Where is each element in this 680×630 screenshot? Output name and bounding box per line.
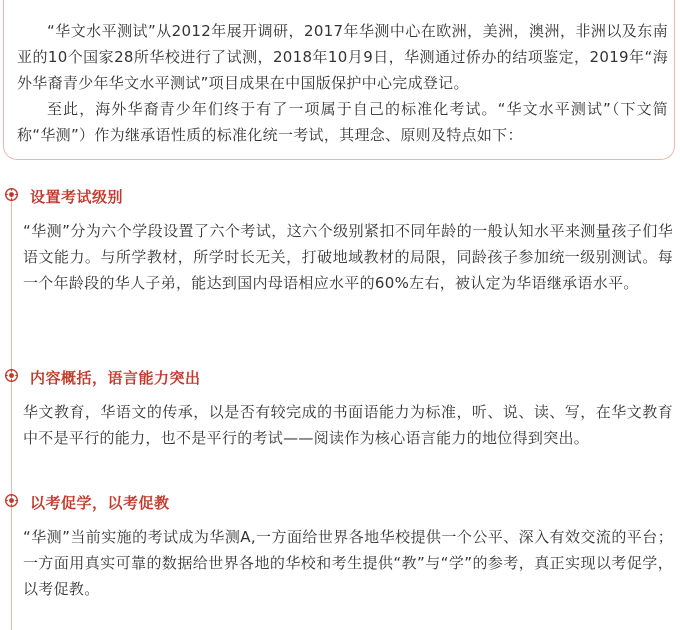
section-heading-levels: 设置考试级别 xyxy=(30,188,124,206)
intro-box xyxy=(3,0,675,160)
flower-bullet-icon xyxy=(4,187,19,202)
section-body-content: 华文教育，华语文的传承，以是否有较完成的书面语能力为标准，听、说、读、写，在华文教育中不是平行的能力，也不是平行的考试——阅读作为核心语言能力的地位得到突出。 xyxy=(23,403,673,447)
flower-bullet-icon xyxy=(4,368,19,383)
section-body-levels: “华测”分为六个学段设置了六个考试，这六个级别紧扣不同年龄的一般认知水平来测量孩子们华语文能力。与所学教材，所学时长无关，打破地域教材的局限，同龄孩子参加统一级别测试。每一个年龄段的华人子弟，能达到国内母语相应水平的60%左右，被认定为华语继承语水平。 xyxy=(23,222,673,292)
flower-bullet-icon xyxy=(4,493,19,508)
section-heading-promote: 以考促学，以考促教 xyxy=(30,494,170,512)
section-heading-content: 内容概括，语言能力突出 xyxy=(30,369,201,387)
intro-paragraph-2: 至此，海外华裔青少年们终于有了一项属于自己的标准化考试。“华文水平测试”（下文简称“华测”）作为继承语性质的标准化统一考试，其理念、原则及特点如下： xyxy=(17,100,668,144)
section-body-promote: “华测”当前实施的考试成为华测A,一方面给世界各地华校提供一个公平、深入有效交流的平台；一方面用真实可靠的数据给世界各地的华校和考生提供“教”与“学”的参考，真正实现以考促学，以考促教。 xyxy=(23,528,673,598)
timeline-line xyxy=(11,193,12,630)
intro-paragraph-1: “华文水平测试”从2012年展开调研，2017年华测中心在欧洲，美洲，澳洲，非洲以及东南亚的10个国家28所华校进行了试测，2018年10月9日，华测通过侨办的结项鉴定，2019年“海外华裔青少年华文水平测试”项目成果在中国版保护中心完成登记。 xyxy=(17,22,668,92)
